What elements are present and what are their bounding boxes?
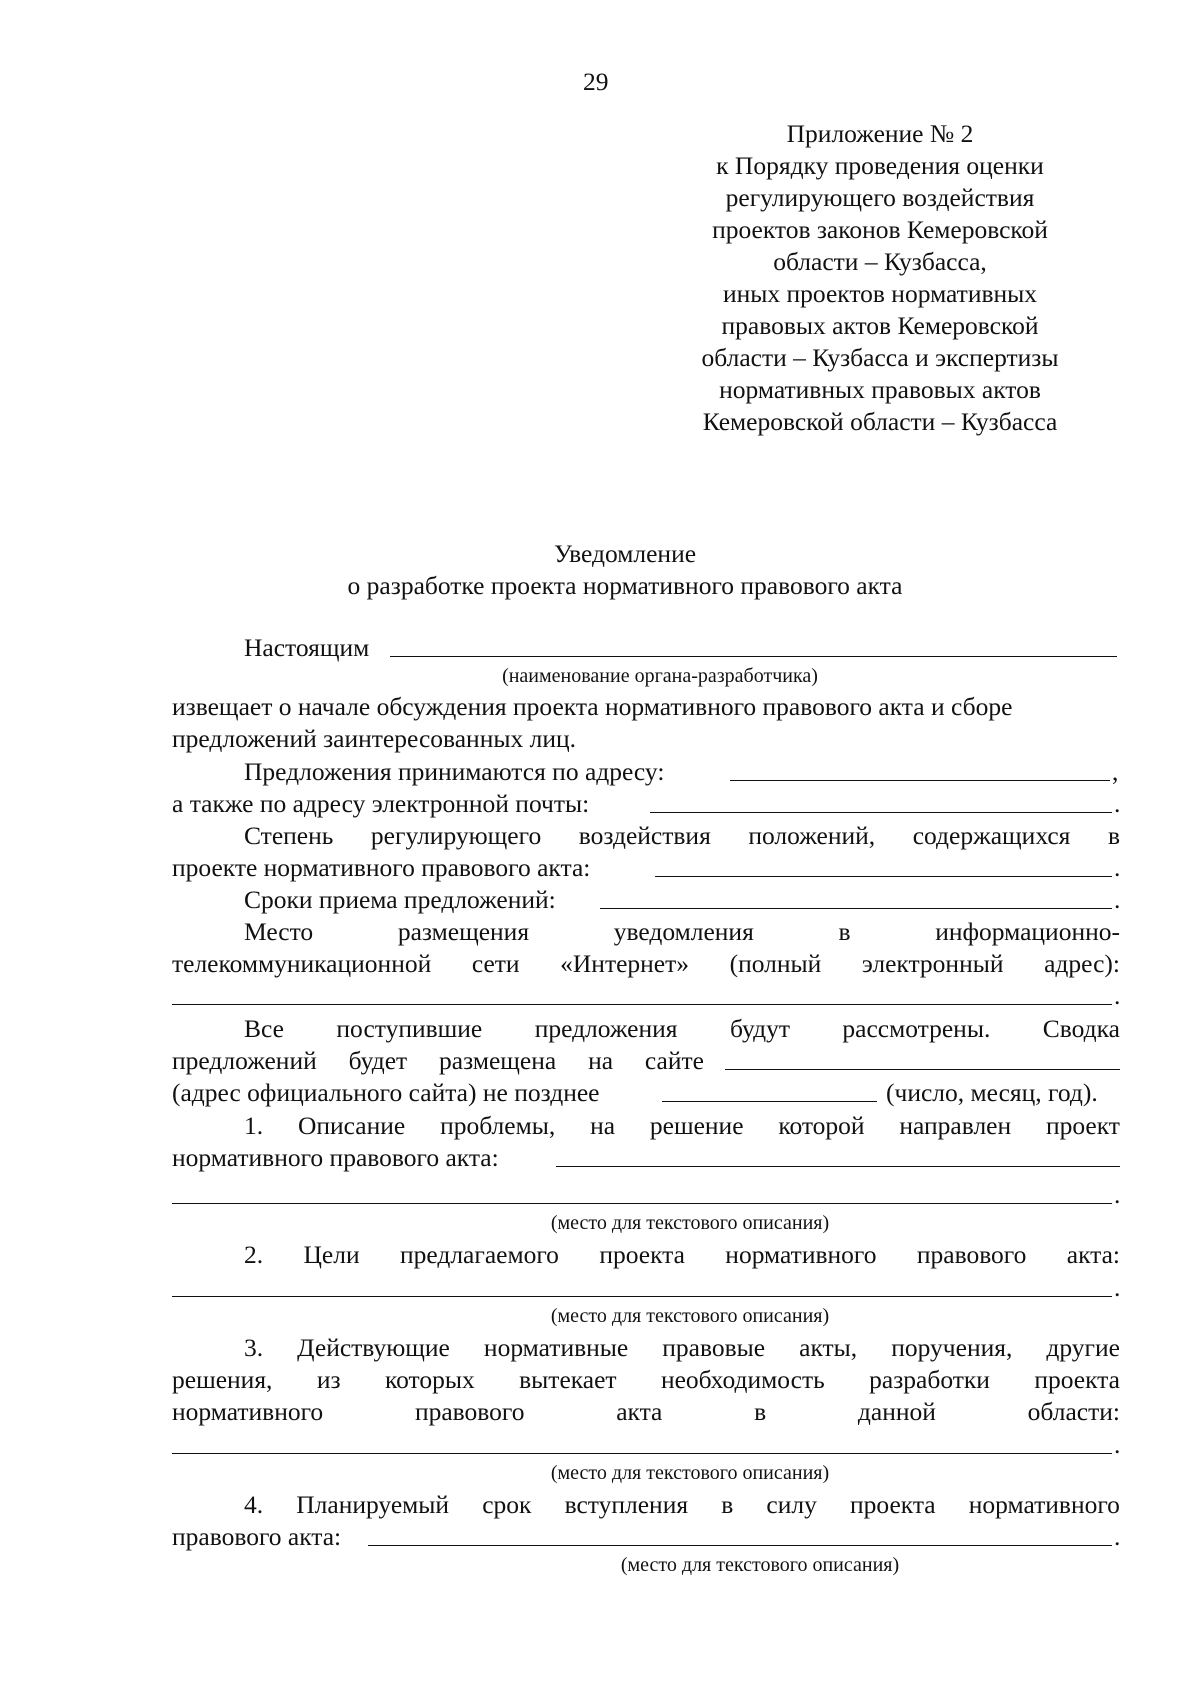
word: сети: [471, 949, 520, 978]
word: правового: [414, 1397, 525, 1426]
word: нормативные: [483, 1333, 629, 1362]
item2-caption: (место для текстового описания): [550, 1305, 830, 1327]
word: проблемы,: [440, 1111, 556, 1140]
site-fill-line[interactable]: [725, 1069, 1120, 1070]
email-label: а также по адресу электронной почты:: [172, 789, 590, 818]
word: рассмотрены.: [842, 1014, 991, 1043]
appendix-line: нормативных правовых актов: [719, 375, 1041, 404]
item3-line2: [172, 1364, 1120, 1396]
word: области:: [1027, 1397, 1120, 1426]
word: воздействия: [578, 821, 711, 850]
degree-line: [244, 820, 1120, 852]
item3-caption: (место для текстового описания): [550, 1462, 830, 1484]
organ-caption: (наименование органа-разработчика): [502, 665, 818, 687]
word: предлагаемого: [399, 1240, 559, 1269]
word: на: [590, 1111, 616, 1140]
word: Планируемый: [296, 1490, 450, 1519]
word: (полный: [729, 949, 822, 978]
appendix-block: [640, 118, 1120, 438]
item1-line: [244, 1110, 1120, 1142]
word: другие: [1046, 1333, 1120, 1362]
word: из: [316, 1365, 341, 1394]
site-address-label: (адрес официального сайта) не позднее: [172, 1078, 600, 1107]
terms-label: Сроки приема предложений:: [244, 885, 556, 914]
word: 1.: [244, 1111, 264, 1140]
nastoyashchim-line: [244, 632, 369, 664]
internet-period: .: [1114, 981, 1121, 1010]
word: в: [754, 1397, 767, 1426]
item3-period: .: [1114, 1430, 1121, 1459]
word: размещена: [439, 1046, 557, 1075]
word: необходимость: [660, 1365, 825, 1394]
item1-caption: (место для текстового описания): [550, 1212, 830, 1234]
word: Цели: [303, 1240, 360, 1269]
word: нормативного: [172, 1397, 324, 1426]
word: регулирующего: [370, 821, 542, 850]
document-title: Уведомление: [553, 539, 697, 568]
word: предложения: [534, 1014, 678, 1043]
word: поручения,: [891, 1333, 1013, 1362]
word: Все: [244, 1014, 284, 1043]
word: Описание: [297, 1111, 406, 1140]
word: в: [721, 1490, 734, 1519]
word: предложений: [172, 1046, 317, 1075]
word: 3.: [244, 1333, 264, 1362]
word: телекоммуникационной: [172, 949, 432, 978]
terms-fill-line[interactable]: [600, 908, 1112, 909]
word: сайте: [644, 1046, 704, 1075]
word: которой: [778, 1111, 865, 1140]
word: проекта: [1034, 1365, 1120, 1394]
word: правовые: [662, 1333, 766, 1362]
appendix-line: проектов законов Кемеровской: [712, 215, 1048, 244]
appendix-line: Приложение № 2: [786, 119, 974, 148]
word: проекта: [599, 1240, 685, 1269]
item4-line: [244, 1489, 1120, 1521]
address-fill-line[interactable]: [730, 780, 1110, 781]
item1-period: .: [1114, 1180, 1121, 1209]
word: акта:: [1066, 1240, 1120, 1269]
address-label: Предложения принимаются по адресу:: [244, 757, 665, 786]
item4-fill-line[interactable]: [368, 1545, 1112, 1546]
word: поступившие: [336, 1014, 483, 1043]
item2-fill-line[interactable]: [172, 1296, 1112, 1297]
word: положений,: [748, 821, 876, 850]
item1-fill-line-2[interactable]: [172, 1203, 1112, 1204]
word: вступления: [564, 1490, 689, 1519]
internet-address-fill-line[interactable]: [172, 1004, 1112, 1005]
internet-line: [172, 948, 1120, 980]
word: «Интернет»: [560, 949, 690, 978]
word: силу: [766, 1490, 817, 1519]
address-line: [244, 756, 664, 788]
item4-line2: правового акта:: [172, 1522, 342, 1551]
word: размещения: [397, 917, 530, 946]
word: данной: [857, 1397, 936, 1426]
item3-fill-line[interactable]: [172, 1453, 1112, 1454]
degree-line2: проекте нормативного правового акта:: [172, 853, 591, 882]
word: содержащихся: [912, 821, 1071, 850]
word: направлен: [899, 1111, 1012, 1140]
word: электронный: [861, 949, 1004, 978]
word: разработки: [869, 1365, 990, 1394]
all-proposals-line: [244, 1013, 1120, 1045]
word: адрес):: [1044, 949, 1120, 978]
zainteresovannyh-line: предложений заинтересованных лиц.: [172, 724, 576, 753]
word: будет: [348, 1046, 408, 1075]
email-period: .: [1114, 789, 1121, 818]
word: информационно-: [935, 917, 1120, 946]
date-fill-line[interactable]: [662, 1101, 877, 1102]
word: проект: [1045, 1111, 1120, 1140]
word: правового: [916, 1240, 1027, 1269]
word: акты,: [799, 1333, 858, 1362]
date-hint: (число, месяц, год).: [886, 1078, 1098, 1107]
word: нормативного: [968, 1490, 1120, 1519]
address-comma: ,: [1112, 757, 1119, 786]
word: срок: [482, 1490, 532, 1519]
word: в: [1107, 821, 1120, 850]
word: вытекает: [519, 1365, 617, 1394]
item2-period: .: [1114, 1273, 1121, 1302]
word: уведомления: [613, 917, 754, 946]
degree-period: .: [1114, 853, 1121, 882]
item1-line2: нормативного правового акта:: [172, 1143, 499, 1172]
degree-fill-line[interactable]: [655, 876, 1112, 877]
page-number: 29: [583, 67, 609, 96]
nastoyashchim-label: Настоящим: [244, 633, 370, 662]
item3-line: [244, 1332, 1120, 1364]
word: проекта: [850, 1490, 936, 1519]
item3-line3: [172, 1396, 1120, 1428]
place-line: [244, 916, 1120, 948]
word: Действующие: [297, 1333, 450, 1362]
svodka-line: [172, 1045, 704, 1077]
appendix-line: правовых актов Кемеровской: [721, 311, 1039, 340]
izveshchaet-line: извещает о начале обсуждения проекта нормативного правового акта и сборе: [172, 692, 1013, 721]
word: 4.: [244, 1490, 264, 1519]
appendix-line: области – Кузбасса и экспертизы: [701, 343, 1059, 372]
item2-line: [244, 1239, 1120, 1271]
word: 2.: [244, 1240, 264, 1269]
word: будут: [729, 1014, 790, 1043]
word: Место: [244, 917, 314, 946]
word: решения,: [172, 1365, 273, 1394]
document-subtitle: о разработке проекта нормативного правового акта: [347, 571, 903, 600]
appendix-line: области – Кузбасса,: [773, 247, 987, 276]
word: Степень: [244, 821, 334, 850]
word: решение: [649, 1111, 744, 1140]
item4-caption: (место для текстового описания): [620, 1554, 900, 1576]
email-fill-line[interactable]: [650, 812, 1112, 813]
organ-fill-line[interactable]: [390, 656, 1117, 657]
word: Сводка: [1042, 1014, 1120, 1043]
terms-period: .: [1114, 885, 1121, 914]
word: нормативного: [725, 1240, 877, 1269]
appendix-line: регулирующего воздействия: [725, 183, 1035, 212]
word: которых: [385, 1365, 475, 1394]
appendix-line: к Порядку проведения оценки: [716, 151, 1044, 180]
word: на: [588, 1046, 614, 1075]
appendix-line: Кемеровской области – Кузбасса: [702, 407, 1058, 436]
item1-fill-line[interactable]: [556, 1166, 1120, 1167]
item4-period: .: [1114, 1522, 1121, 1551]
word: в: [838, 917, 851, 946]
word: акта: [616, 1397, 663, 1426]
appendix-line: иных проектов нормативных: [722, 279, 1038, 308]
